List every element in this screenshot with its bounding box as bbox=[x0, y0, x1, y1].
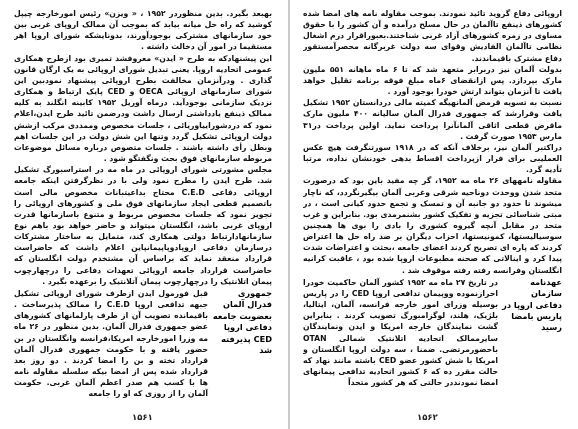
page-number: ۱۵۶۲ bbox=[417, 413, 438, 423]
left-page-body bbox=[14, 8, 272, 405]
paragraph: این پیشنهادکه به طرح « ایدن» معروفشد تمیری بود ازطرح همکاری عمومی اتحادیه اروپا. یعنی تبدیل شورای اروپائی به یک ارگان قانون گذاری . ودرآنزمان مخالفت بطرح اروپائی پیشنهاد نمودبین این شورای سازمانهای اروپائی OECA و CED پایک ارتباط و همکاری نزدیک سازمانی بوجودآید. درماه آوریل ۱۹۵۲ کابینه انگلند به کلیه ممالک ذینفع یادداشتی ارسال داشت ودرضمن تائید طرح ایدن،اعلام نمود که دردشوراییاوریائی ، جلسات مخصوص وممددی مرکب ازشش دولت اروپائی تشکیل گردد وتنها این شش دولت در این جلسات اهم وبطل رأی داشته باشند . جلسات متصوص درباره مسائل موضوعات مربوطه سازمانهای فوق بحث ونگفتگو شود . bbox=[14, 53, 272, 164]
sidebar-section bbox=[14, 288, 272, 400]
paragraph: نسبت به تسویه قرمض آلمانهیگه کمیته مالی دردانستان ۱۹۵۲ تشکیل یافت وقرارشد که جمهوری فدرال آلمان سالیانه ۴۰۰ ملیون مارک ماقرض قطعی اثاقی آلمانآنرا پرداخت نماید. اولین پرداخت در۳۱ مارس ۱۹۵۳ صورت گرفت . bbox=[303, 98, 562, 141]
paragraph: مجلس مشورتی شورای اروپائی در ماه مه در استراسبورگ تشکیل شد. طرح ایدن را مطرح نمود ولی با در نظرگرفتن اینکه جامعه اروپائی دفاعی C.E.D محتاج بداعیتبانات مخصوص مالی است باتصمیم قطعی ایجاد سازمانهای فوق ملی و کشورهای اروپائی را تجویز نمود که جلسات مخصوص مربوط و متنوع باسازمانها قدرت اروپای غربی باشد، انگلستان میتواند و حاضر خواهد بود باهم نوع سازمانهادارتباط دولتی همکاری کند، متمایل به ساختار مشترکات درسازمان دفاعی اروپادوپاپیمانپاین اعلام داشت که حاضراست قرارداد منعقد نماید که براساس آن مشتخدم دولت انگلستان که حاضراست قرارداد جامعه اروپائی تعهدات دفاعی را درچهارچوب پیمان اتلانتیک را درچهارچوب پیمان آتلانتیک را برعهده بگیرد . bbox=[14, 165, 272, 286]
side-heading: جمهوری فدرال آلمان بعضویت جامعه دفاعی اروپا CED پذیرفته شد bbox=[212, 287, 272, 355]
paragraph: مقاوله نامههای ۲۶ ماه مه ۱۹۵۲، گر چه مفید باین بود که درصورت متحد شدن ووحدت دوناحیه شرقی وغربی آلمان بیگیرنگردد، که ناچار میشوند تا حدود دو جانبه آن و تمسک و تجمع حدود کیانی است ، در مبتی شناسائی تجزیه و تفکیک کشور بشنمرمدی بود. بنابراین و غرب متحد در مقابل آنچه گیروه کشوری را بادی را بوی ها همچنین سوسیالیستها، کمونیستها، احزاب دیگران بر ضد راه حل ها اعتراض کردند که پاره ای تصریح کردند اعضای جامعه ،بحثت و اعتراضات شدت پیدا کرد و اینالاتی که صحنه مطبوعات اروپا شده بود ، عاقبت کرانیه انگلستان وفرانسه رفته رفته موقوف شد . bbox=[303, 176, 562, 275]
paragraph: بدولت آلمان نیز دربرابر متعهد شد که تا ۶ ماه ماهانه ۵۵۱ ملیون مارک بپردازد. پس ازانقضای ۶ماه مبلغ فوقه برنامه تقلیل خواهد یافت تا آنزمان بتواند ارتش خودرا بوجود آورد . bbox=[303, 64, 562, 97]
right-page-body bbox=[303, 8, 562, 405]
paragraph: دراکتبر آلمان نیز، برخلاف آنکه که در ۱۹۱۸ سورتنگرفت هیچ عکس العملیبی برای فرار ازپرداخت اقساط بدهی خودنشان نداده، مرتبا تأدیه گرد. bbox=[303, 142, 562, 175]
right-page bbox=[289, 0, 578, 429]
paragraph: بهبعد بگیرد. بدین منظوردر ۱۹۵۲ ، « ویزن» رئیس امورخارجه چیپل کوشید که راه حل میانه بیابد که بموجب آن ممالک اروپای غربی بین خود سازمانهای مشترکی بوجودآورند، بدونایشکه شورای اروپا اهر مستقیما در امور آن دخالت داشته . bbox=[14, 9, 272, 52]
side-text: در تاریخ ۲۷ ماه مه ۱۹۵۲ کشور آلمان حاکمیت خودرا احرازنموده ووپیمان تدافعی اروپا CED را در پاریس بوسیله وزرای امور خارجه فرانسه، آلمان، ایتالیا، بلژیک، هلند، لوگزامبورگ تصویب کردند . بنابراین گشت نمایندگان خارجه امریکا و ایدن ونمایندگان سایرممالک اتحادیه اتلانتیک شمالی OTAN باحضورمرتضی. ضمنا ، سه دولت اروپا انگلستان و امریکا با شش کشور عضو CED باشته مانند نهاد که حالت مقرر ده که ۶ کشور اتحادیه تدافعی پیمانهای امضا نمودنددر حالتی که هر کشور متحداً bbox=[303, 277, 499, 388]
side-heading: عهدنامه سازمان دفاعی اروپا در پاریس بامضا رسید bbox=[502, 276, 562, 333]
sidebar-section bbox=[303, 277, 562, 389]
side-text: قبل فورمول ایدن ازطرف شورای اروپائی تشکیل جبهه تدافعی اروپا C.E.D را ممالک پذیرساخت . باقیمانده تصویب آن از طرف پارلمانهای کشورهای عضو جمهوری فدرال آلمان. بدین منظور در ۲۶ ماه مه وزرا امورخارجه امریکا،فرانسه وانگلستان در بن حضور یافته و با حکومت جمهوری فدرال آلمان قرارداد تخته و بن را امضا کردند . دو روز بعد قرارداد شده پس از امضا بیکه سلسله مقاوله نامه ها با کسب هم صدر اعظم آلمان غربی. حکومت آلمان را از روزی که او را جامعه bbox=[14, 288, 208, 399]
paragraph: اروپائی دفاع گروید تائید نمودند. بموجب مقاوله نامه های امضا شده کشورهای ذینفع تاآلمان در حال مسلح درآمده و آن کشور را با حقوق مساوی در زمره کشورهای آزاد غربی شناختند.بعبوراقرار درم اشغال نظامی تاآلمان الفادیش وقوای سه دولت غربرگانه محصرآمستقور دفاع مشترک باقیماندند. bbox=[303, 9, 562, 63]
page-number: ۱۵۶۱ bbox=[132, 413, 153, 423]
